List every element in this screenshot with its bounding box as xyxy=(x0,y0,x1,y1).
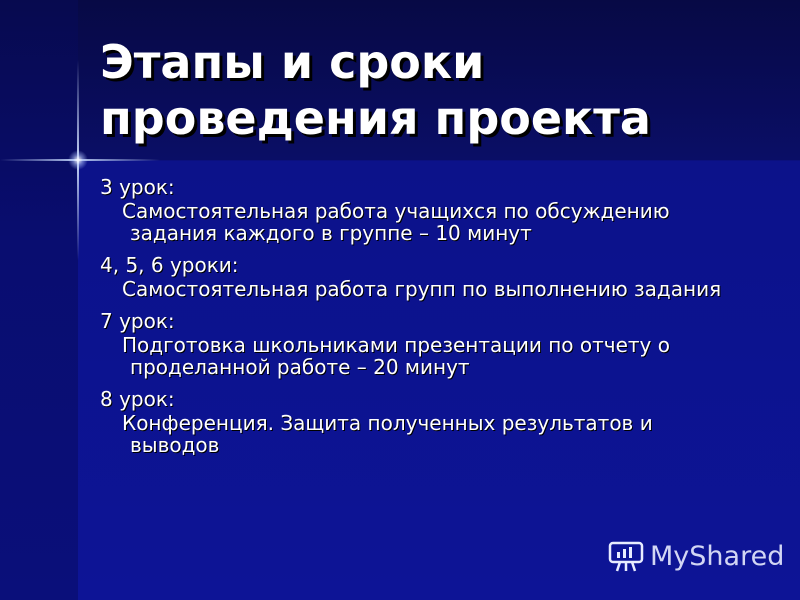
stage-heading: 4, 5, 6 уроки: xyxy=(100,253,239,277)
light-flare-core xyxy=(68,150,88,170)
presentation-board-icon xyxy=(608,538,644,574)
slide-title: Этапы и сроки проведения проекта xyxy=(100,35,651,145)
stage-heading: 7 урок: xyxy=(100,309,175,333)
stage-heading: 3 урок: xyxy=(100,175,175,199)
stage-item xyxy=(100,174,740,244)
stage-description: Конференция. Защита полученных результатов и выводов xyxy=(122,411,653,457)
stage-item xyxy=(100,308,740,378)
stage-item xyxy=(100,386,740,456)
stage-heading: 8 урок: xyxy=(100,387,175,411)
stage-description: Подготовка школьниками презентации по отчету о проделанной работе – 20 минут xyxy=(122,333,670,379)
stage-description: Самостоятельная работа учащихся по обсуждению задания каждого в группе – 10 минут xyxy=(122,199,670,245)
left-band xyxy=(0,0,78,600)
watermark-text: MyShared xyxy=(650,540,785,572)
stage-item xyxy=(100,252,740,300)
stage-description: Самостоятельная работа групп по выполнению задания xyxy=(122,277,722,301)
stage-list xyxy=(100,174,740,464)
myshared-watermark[interactable] xyxy=(608,536,784,576)
